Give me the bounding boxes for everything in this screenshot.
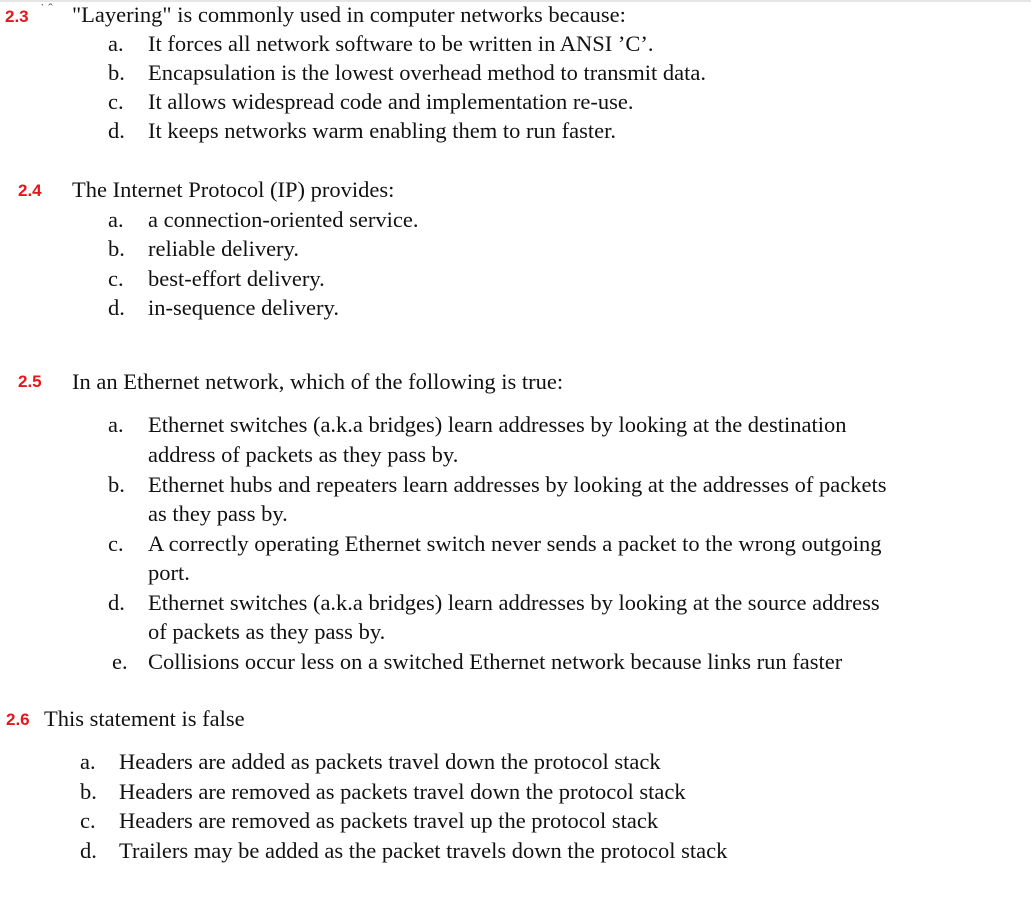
scan-artifact-marks: ˙ ˆ bbox=[40, 2, 53, 17]
option-text: of packets as they pass by. bbox=[148, 619, 386, 644]
option-text: It keeps networks warm enabling them to run faster. bbox=[148, 118, 616, 143]
option-letter: d. bbox=[108, 295, 125, 320]
option-letter: b. bbox=[108, 236, 125, 261]
option-letter: c. bbox=[108, 89, 124, 114]
question-number: 2.4 bbox=[18, 181, 42, 200]
option-text: address of packets as they pass by. bbox=[148, 442, 459, 467]
option-text: It allows widespread code and implementation re-use. bbox=[148, 89, 634, 114]
option-letter: c. bbox=[80, 808, 96, 833]
option-text: reliable delivery. bbox=[148, 236, 299, 261]
option-letter: b. bbox=[108, 60, 125, 85]
option-letter: a. bbox=[108, 412, 124, 437]
option-letter: d. bbox=[108, 590, 125, 615]
option-text: best-effort delivery. bbox=[148, 266, 325, 291]
option-letter: a. bbox=[108, 31, 124, 56]
option-letter: d. bbox=[80, 838, 97, 863]
option-text: Collisions occur less on a switched Ethernet network because links run faster bbox=[148, 649, 843, 674]
question-text: In an Ethernet network, which of the following is true: bbox=[72, 369, 564, 394]
question-number: 2.3 bbox=[5, 7, 29, 26]
option-text: Ethernet hubs and repeaters learn addresses by looking at the addresses of packets bbox=[148, 472, 887, 497]
option-text: Headers are added as packets travel down the protocol stack bbox=[119, 749, 661, 774]
option-letter: b. bbox=[80, 779, 97, 804]
option-letter: d. bbox=[108, 118, 125, 143]
option-text: a connection-oriented service. bbox=[148, 207, 419, 232]
option-text: port. bbox=[148, 560, 190, 585]
question-number: 2.6 bbox=[6, 710, 30, 729]
option-text: Encapsulation is the lowest overhead method to transmit data. bbox=[148, 60, 706, 85]
option-text: Ethernet switches (a.k.a bridges) learn addresses by looking at the destination bbox=[148, 412, 847, 437]
option-text: Ethernet switches (a.k.a bridges) learn addresses by looking at the source address bbox=[148, 590, 880, 615]
option-text: Headers are removed as packets travel up the protocol stack bbox=[119, 808, 659, 833]
option-text: in-sequence delivery. bbox=[148, 295, 339, 320]
option-text: Trailers may be added as the packet travels down the protocol stack bbox=[119, 838, 728, 863]
option-letter: c. bbox=[108, 531, 124, 556]
option-letter: b. bbox=[108, 472, 125, 497]
option-text: It forces all network software to be written in ANSI ’C’. bbox=[148, 31, 654, 56]
option-letter: a. bbox=[80, 749, 96, 774]
question-text: This statement is false bbox=[44, 706, 245, 731]
option-letter: c. bbox=[108, 266, 124, 291]
option-letter: e. bbox=[112, 649, 128, 674]
question-number: 2.5 bbox=[18, 372, 42, 391]
option-text: Headers are removed as packets travel down the protocol stack bbox=[119, 779, 686, 804]
question-text: The Internet Protocol (IP) provides: bbox=[72, 177, 395, 202]
option-text: A correctly operating Ethernet switch never sends a packet to the wrong outgoing bbox=[148, 531, 882, 556]
option-text: as they pass by. bbox=[148, 501, 288, 526]
question-text: "Layering" is commonly used in computer networks because: bbox=[72, 2, 626, 27]
option-letter: a. bbox=[108, 207, 124, 232]
